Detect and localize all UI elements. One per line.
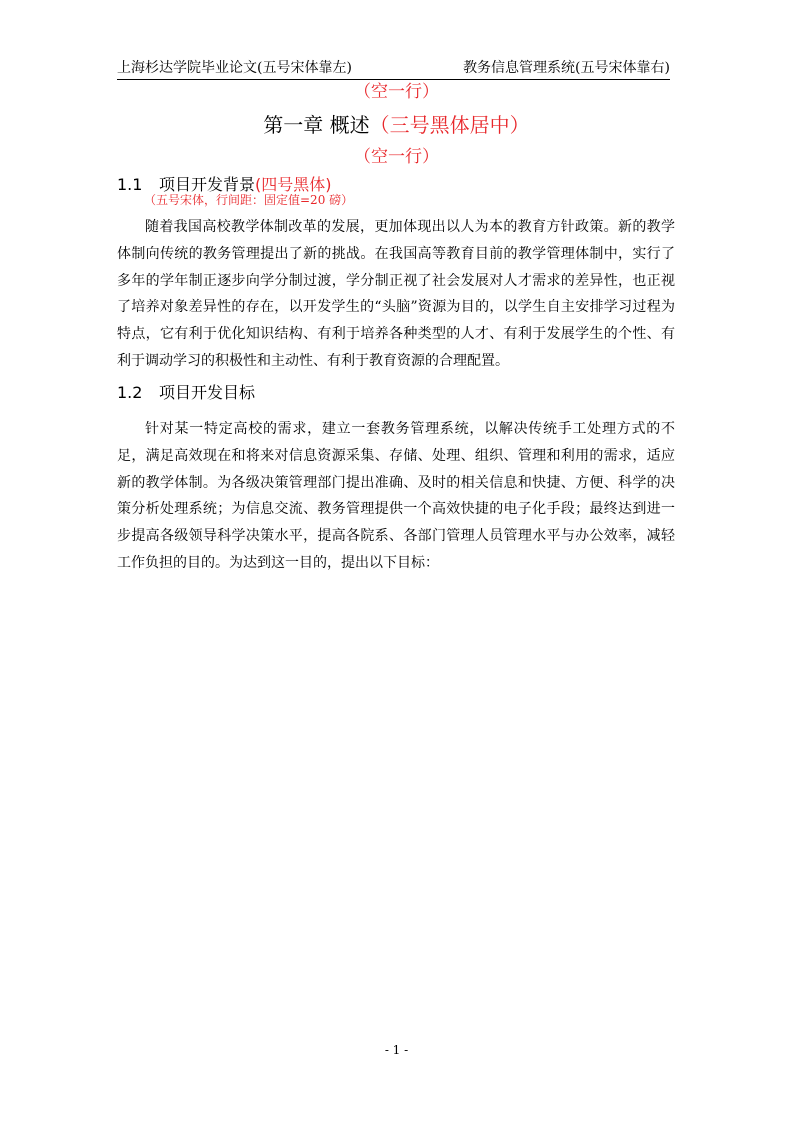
header-left-text: 上海杉达学院毕业论文(五号宋体靠左) bbox=[117, 60, 352, 76]
section-heading-1-2 bbox=[117, 381, 255, 405]
paragraph-background: 随着我国高校教学体制改革的发展，更加体现出以人为本的教育方针政策。新的教学体制向传统的教务管理提出了新的挑战。在我国高等教育目前的教学管理体制中，实行了多年的学年制正逐步向学分制过渡，学分制正视了社会发展对人才需求的差异性，也正视了培养对象差异性的存在，以开发学生的“头脑”资源为目的，以学生自主安排学习过程为特点，它有利于优化知识结构、有利于培养各种类型的人才、有利于发展学生的个性、有利于调动学习的积极性和主动性、有利于教育资源的合理配置。 bbox=[117, 219, 675, 369]
body-format-note: （五号宋体，行间距：固定值=20 磅） bbox=[144, 193, 354, 207]
blank-line-note-top: （空一行） bbox=[354, 82, 439, 102]
section-number: 1.1 bbox=[117, 175, 143, 194]
chapter-title bbox=[0, 110, 793, 140]
paragraph-goals: 针对某一特定高校的需求，建立一套教务管理系统，以解决传统手工处理方式的不足，满足高效现在和将来对信息资源采集、存储、处理、组织、管理和利用的需求，适应新的教学体制。为各级决策管理部门提出准确、及时的相关信息和快捷、方便、科学的决策分析处理系统；为信息交流、教务管理提供一个高效快捷的电子化手段；最终达到进一步提高各级领导科学决策水平，提高各院系、各部门管理人员管理水平与办公效率，减轻工作负担的目的。为达到这一目的，提出以下目标： bbox=[117, 421, 675, 571]
page-header bbox=[117, 57, 670, 80]
header-right-text: 教务信息管理系统(五号宋体靠右) bbox=[463, 60, 670, 76]
chapter-title-text: 第一章 概述 bbox=[263, 113, 370, 137]
section-format-note: (四号黑体) bbox=[255, 175, 332, 194]
chapter-format-note: （三号黑体居中） bbox=[369, 113, 530, 137]
blank-line-note-bottom: （空一行） bbox=[354, 147, 439, 167]
section-number: 1.2 bbox=[117, 383, 143, 402]
section-title: 项目开发背景 bbox=[159, 175, 256, 194]
page-number: - 1 - bbox=[384, 1043, 409, 1057]
section-title: 项目开发目标 bbox=[159, 383, 256, 402]
